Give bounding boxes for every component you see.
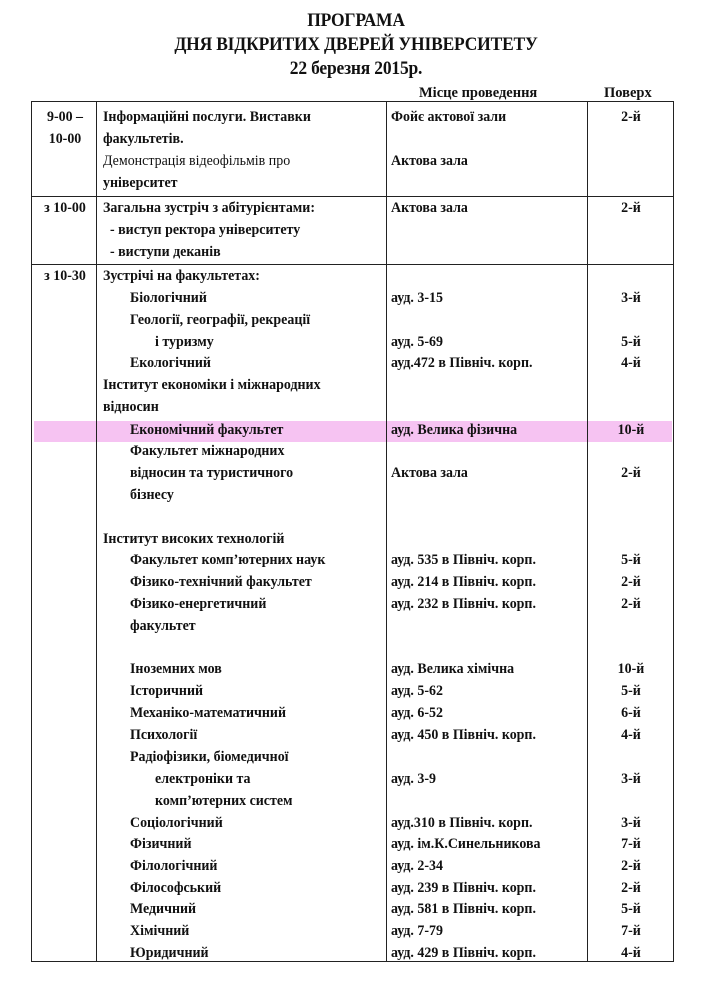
event-text: Філологічний — [130, 858, 218, 874]
floor-text: 7-й — [621, 923, 641, 939]
place-text: ауд. 5-69 — [391, 334, 443, 350]
event-text: Інститут високих технологій — [103, 531, 285, 547]
floor-text: 2-й — [621, 109, 641, 125]
event-text: Інформаційні послуги. Виставки — [103, 109, 311, 125]
event-text: Механіко-математичний — [130, 705, 287, 721]
row-divider-1 — [31, 196, 674, 197]
place-text: ауд.310 в Північ. корп. — [391, 815, 533, 831]
event-text: Психології — [130, 727, 198, 743]
event-text: університет — [103, 175, 178, 191]
event-text: Геології, географії, рекреації — [130, 312, 311, 328]
event-text: факультетів. — [103, 131, 184, 147]
place-text: ауд. 3-9 — [391, 771, 437, 787]
place-text: ауд. 6-52 — [391, 705, 443, 721]
event-text: Медичний — [130, 901, 197, 917]
column-divider-place — [587, 101, 588, 962]
column-header-floor: Поверх — [604, 85, 652, 101]
time-start: 9-00 – — [46, 109, 84, 125]
event-bullet: - виступи деканів — [110, 244, 221, 260]
floor-text: 4-й — [621, 727, 641, 743]
event-text: Загальна зустріч з абітурієнтами: — [103, 200, 315, 216]
document-title: ПРОГРАМА — [307, 10, 405, 31]
place-text: ауд. Велика фізична — [391, 422, 518, 438]
place-text: Актова зала — [391, 153, 468, 169]
floor-text: 5-й — [621, 683, 641, 699]
floor-text: 4-й — [621, 945, 641, 961]
event-text: відносин — [103, 399, 159, 415]
floor-text: 7-й — [621, 836, 641, 852]
place-text: Фойє актової зали — [391, 109, 507, 125]
event-text: і туризму — [155, 334, 214, 350]
floor-text: 5-й — [621, 901, 641, 917]
floor-text: 3-й — [621, 290, 641, 306]
time-start: з 10-00 — [44, 200, 86, 216]
floor-text: 2-й — [621, 465, 641, 481]
floor-text: 6-й — [621, 705, 641, 721]
place-text: ауд. 535 в Північ. корп. — [391, 552, 536, 568]
time-start: з 10-30 — [44, 268, 86, 284]
event-text: Радіофізики, біомедичної — [130, 749, 289, 765]
floor-text: 2-й — [621, 858, 641, 874]
event-bullet: - виступ ректора університету — [110, 222, 301, 238]
floor-text: 3-й — [621, 815, 641, 831]
column-header-place: Місце проведення — [419, 85, 538, 101]
event-text: Біологічний — [130, 290, 207, 306]
event-text: Факультет міжнародних — [130, 443, 285, 459]
event-text: Юридичний — [130, 945, 209, 961]
floor-text: 4-й — [621, 355, 641, 371]
place-text: ауд.472 в Північ. корп. — [391, 355, 533, 371]
column-divider-time — [96, 101, 97, 962]
event-text: Факультет комп’ютерних наук — [130, 552, 326, 568]
place-text: ауд. 450 в Північ. корп. — [391, 727, 536, 743]
floor-text: 5-й — [621, 334, 641, 350]
event-text: Фізико-енергетичний — [130, 596, 267, 612]
place-text: ауд. ім.К.Синельникова — [391, 836, 541, 852]
floor-text: 2-й — [621, 574, 641, 590]
document-date: 22 березня 2015р. — [289, 58, 423, 79]
event-text: Інститут економіки і міжнародних — [103, 377, 321, 393]
document-subtitle: ДНЯ ВІДКРИТИХ ДВЕРЕЙ УНІВЕРСИТЕТУ — [174, 34, 538, 55]
place-text: ауд. 3-15 — [391, 290, 443, 306]
event-text: Хімічний — [130, 923, 190, 939]
event-text: Іноземних мов — [130, 661, 222, 677]
event-text: Історичний — [130, 683, 204, 699]
event-text: Економічний факультет — [130, 422, 284, 438]
place-text: ауд. 232 в Північ. корп. — [391, 596, 536, 612]
event-text: Фізичний — [130, 836, 192, 852]
place-text: ауд. 5-62 — [391, 683, 443, 699]
floor-text: 10-й — [617, 661, 645, 677]
event-text: Соціологічний — [130, 815, 223, 831]
event-text: комп’ютерних систем — [155, 793, 293, 809]
place-text: ауд. 7-79 — [391, 923, 443, 939]
event-text: Екологічний — [130, 355, 211, 371]
place-text: ауд. 239 в Північ. корп. — [391, 880, 536, 896]
event-text: бізнесу — [130, 487, 174, 503]
place-text: Актова зала — [391, 465, 468, 481]
place-text: ауд. Велика хімічна — [391, 661, 515, 677]
event-text: Зустрічі на факультетах: — [103, 268, 260, 284]
floor-text: 2-й — [621, 880, 641, 896]
event-text: Демонстрація відеофільмів про — [103, 153, 291, 169]
column-divider-event — [386, 101, 387, 962]
floor-text: 2-й — [621, 596, 641, 612]
place-text: ауд. 429 в Північ. корп. — [391, 945, 536, 961]
place-text: ауд. 214 в Північ. корп. — [391, 574, 536, 590]
place-text: Актова зала — [391, 200, 468, 216]
event-text: електроніки та — [155, 771, 251, 787]
time-end: 10-00 — [48, 131, 82, 147]
place-text: ауд. 581 в Північ. корп. — [391, 901, 536, 917]
floor-text: 10-й — [617, 422, 645, 438]
place-text: ауд. 2-34 — [391, 858, 443, 874]
floor-text: 2-й — [621, 200, 641, 216]
event-text: Філософський — [130, 880, 222, 896]
row-divider-2 — [31, 264, 674, 265]
floor-text: 3-й — [621, 771, 641, 787]
event-text: Фізико-технічний факультет — [130, 574, 312, 590]
floor-text: 5-й — [621, 552, 641, 568]
event-text: факультет — [130, 618, 196, 634]
event-text: відносин та туристичного — [130, 465, 294, 481]
